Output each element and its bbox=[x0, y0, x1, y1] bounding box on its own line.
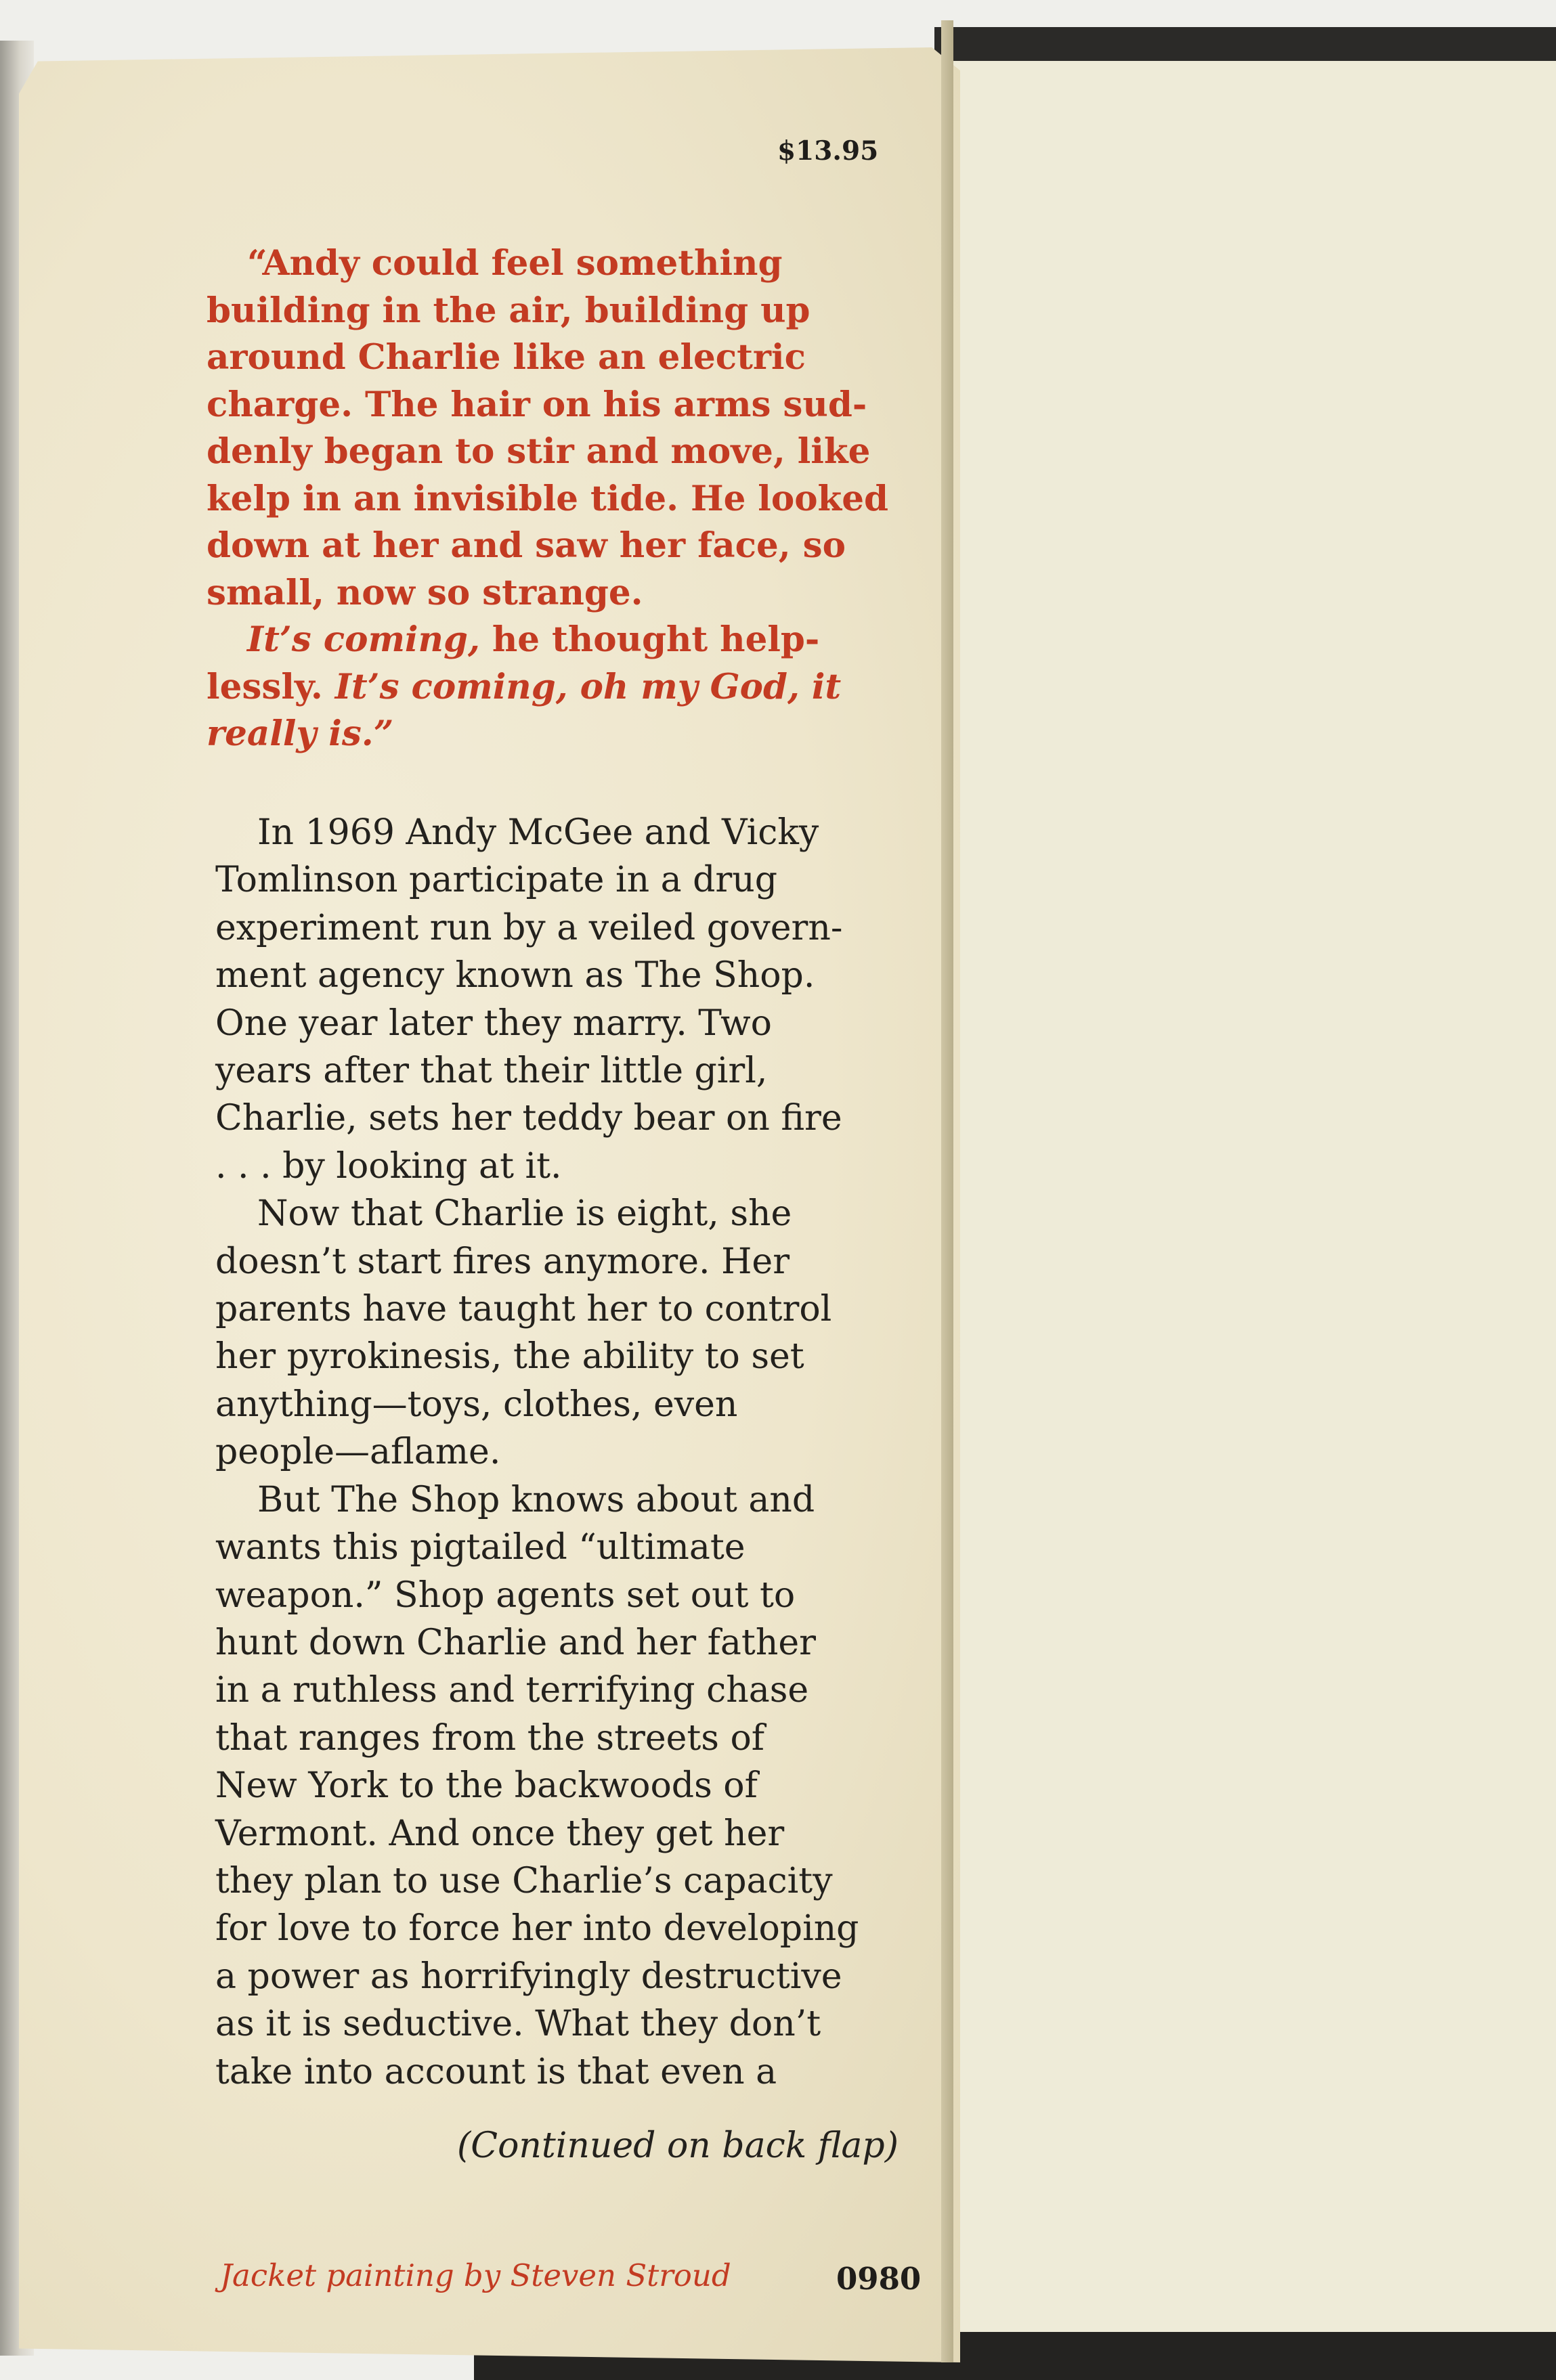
synopsis-line: take into account is that even a bbox=[215, 2051, 777, 2092]
synopsis-line: parents have taught her to control bbox=[215, 1289, 832, 1330]
synopsis-line: But The Shop knows about and bbox=[257, 1479, 815, 1520]
synopsis-line: they plan to use Charlie’s capacity bbox=[215, 1860, 833, 1901]
jacket-flap-edge bbox=[941, 20, 953, 2362]
synopsis-line: Vermont. And once they get her bbox=[215, 1813, 785, 1854]
synopsis-line: wants this pigtailed “ultimate bbox=[215, 1527, 745, 1568]
synopsis-line: anything—toys, clothes, even bbox=[215, 1384, 738, 1425]
synopsis-line: experiment run by a veiled govern- bbox=[215, 907, 843, 948]
jacket-credit: Jacket painting by Steven Stroud bbox=[220, 2257, 731, 2293]
synopsis-line: her pyrokinesis, the ability to set bbox=[215, 1336, 804, 1378]
synopsis bbox=[215, 809, 892, 2096]
synopsis-line: Tomlinson participate in a drug bbox=[215, 860, 778, 901]
synopsis-line: ment agency known as The Shop. bbox=[215, 955, 815, 996]
synopsis-line: in a ruthless and terrifying chase bbox=[215, 1670, 809, 1711]
synopsis-line: hunt down Charlie and her father bbox=[215, 1622, 816, 1663]
quote-line: around Charlie like an electric bbox=[207, 337, 806, 378]
synopsis-line: for love to force her into developing bbox=[215, 1908, 859, 1949]
quote-text: lessly. bbox=[207, 666, 335, 707]
synopsis-line: New York to the backwoods of bbox=[215, 1765, 758, 1807]
quote-text: he thought help- bbox=[479, 619, 820, 660]
synopsis-line: a power as horrifyingly destructive bbox=[215, 1956, 842, 1997]
quote-line: small, now so strange. bbox=[207, 572, 643, 613]
continued-note: (Continued on back flap) bbox=[457, 2125, 899, 2166]
pull-quote bbox=[207, 240, 889, 758]
quote-line bbox=[207, 711, 816, 758]
synopsis-line: people—aflame. bbox=[215, 1432, 501, 1473]
quote-line: kelp in an invisible tide. He looked bbox=[207, 478, 889, 519]
quote-line bbox=[207, 617, 820, 664]
synopsis-line: Charlie, sets her teddy bear on fire bbox=[215, 1098, 842, 1139]
catalog-code: 0980 bbox=[836, 2261, 922, 2297]
quote-italic: really is.” bbox=[207, 713, 394, 754]
price: $13.95 bbox=[777, 135, 879, 167]
quote-italic: It’s coming, bbox=[247, 619, 480, 660]
quote-line: building in the air, building up bbox=[207, 290, 811, 331]
synopsis-line: One year later they marry. Two bbox=[215, 1002, 772, 1044]
quote-line: denly began to stir and move, like bbox=[207, 431, 871, 472]
quote-line: charge. The hair on his arms sud- bbox=[207, 384, 867, 425]
quote-line bbox=[207, 664, 842, 711]
synopsis-line: that ranges from the streets of bbox=[215, 1717, 765, 1759]
quote-line: down at her and saw her face, so bbox=[207, 525, 846, 566]
quote-line: “Andy could feel something bbox=[247, 243, 783, 284]
synopsis-line: as it is seductive. What they don’t bbox=[215, 2004, 821, 2045]
synopsis-line: . . . by looking at it. bbox=[215, 1145, 562, 1187]
synopsis-line: years after that their little girl, bbox=[215, 1051, 768, 1092]
synopsis-line: doesn’t start fires anymore. Her bbox=[215, 1241, 790, 1282]
quote-italic: It’s coming, oh my God, it bbox=[334, 666, 842, 707]
synopsis-line: weapon.” Shop agents set out to bbox=[215, 1574, 796, 1616]
synopsis-line: Now that Charlie is eight, she bbox=[257, 1193, 792, 1235]
synopsis-line: In 1969 Andy McGee and Vicky bbox=[257, 812, 819, 853]
endpaper bbox=[945, 61, 1556, 2335]
